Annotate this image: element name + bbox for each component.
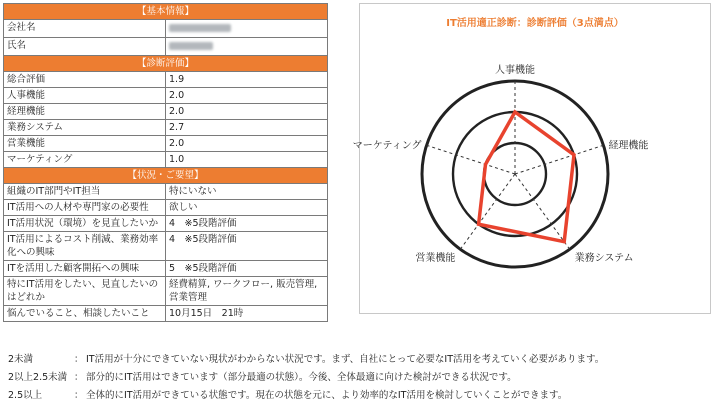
company-value-redacted — [166, 20, 328, 38]
radar-data-point — [477, 223, 480, 226]
score-value: 2.0 — [166, 88, 328, 104]
score-value: 1.9 — [166, 72, 328, 88]
status-label: ITを活用した顧客開拓への興味 — [4, 261, 166, 277]
status-value: 10月15日 21時 — [166, 306, 328, 322]
status-label: IT活用への人材や専門家の必要性 — [4, 200, 166, 216]
score-label: 経理機能 — [4, 104, 166, 120]
radar-axis-label: マーケティング — [352, 140, 422, 152]
radar-axis-label: 人事機能 — [495, 65, 535, 76]
status-value: 4 ※5段階評価 — [166, 216, 328, 232]
radar-spoke — [515, 145, 603, 174]
score-legend — [8, 351, 713, 405]
name-label: 氏名 — [4, 38, 166, 56]
radar-axis-label: 営業機能 — [415, 253, 456, 265]
score-value: 1.0 — [166, 152, 328, 168]
radar-axis-label: 業務システム — [574, 253, 634, 265]
legend-range: 2未満 — [8, 354, 34, 365]
legend-separator: ： — [74, 354, 84, 365]
radar-data-point — [572, 153, 575, 156]
legend-text: 部分的にIT活用はできています（部分最適の状態）。今後、全体最適に向けた検討ができる状況です。 — [86, 372, 517, 383]
section-header-eval: 【診断評価】 — [4, 56, 328, 72]
legend-row — [8, 369, 713, 387]
radar-data-point — [514, 111, 517, 114]
legend-row — [8, 351, 713, 369]
legend-range: 2以上2.5未満 — [8, 372, 68, 383]
legend-text: 全体的にIT活用ができている状態です。現在の状態を元に、より効率的なIT活用を検討していくことができます。 — [86, 390, 568, 401]
status-value: 経費精算, ワークフロー, 販売管理, 営業管理 — [166, 277, 328, 306]
legend-range: 2.5以上 — [8, 390, 43, 401]
score-label: 業務システム — [4, 120, 166, 136]
score-label: マーケティング — [4, 152, 166, 168]
status-label: 悩んでいること、相談したいこと — [4, 306, 166, 322]
status-label: IT活用状況（環境）を見直したいか — [4, 216, 166, 232]
score-value: 2.0 — [166, 136, 328, 152]
name-value-redacted — [166, 38, 328, 56]
score-label: 人事機能 — [4, 88, 166, 104]
legend-text: IT活用が十分にできていない現状がわからない状況です。まず、自社にとって必要なIT活用を考えていく必要があります。 — [86, 354, 605, 365]
section-header-basic: 【基本情報】 — [4, 4, 328, 20]
legend-separator: ： — [74, 390, 84, 401]
radar-chart — [352, 4, 710, 313]
status-value: 特にいない — [166, 184, 328, 200]
assessment-table — [3, 3, 328, 322]
status-label: 組織のIT部門やIT担当 — [4, 184, 166, 200]
status-label: IT活用によるコスト削減、業務効率化への興味 — [4, 232, 166, 261]
section-header-status: 【状況・ご要望】 — [4, 168, 328, 184]
score-label: 総合評価 — [4, 72, 166, 88]
score-label: 営業機能 — [4, 136, 166, 152]
radar-spoke — [460, 174, 515, 249]
radar-spoke — [427, 145, 515, 174]
radar-axis-label: 経理機能 — [608, 140, 649, 152]
status-label: 特にIT活用をしたい、見直したいのはどれか — [4, 277, 166, 306]
legend-separator: ： — [74, 372, 84, 383]
chart-title: IT活用適正診断：診断評価（3点満点） — [446, 18, 624, 29]
company-label: 会社名 — [4, 20, 166, 38]
radar-data-point — [484, 163, 487, 166]
legend-row — [8, 387, 713, 405]
score-value: 2.0 — [166, 104, 328, 120]
score-value: 2.7 — [166, 120, 328, 136]
status-value: 5 ※5段階評価 — [166, 261, 328, 277]
radar-chart-panel — [352, 3, 711, 314]
status-value: 4 ※5段階評価 — [166, 232, 328, 261]
status-value: 欲しい — [166, 200, 328, 216]
radar-data-point — [563, 240, 566, 243]
